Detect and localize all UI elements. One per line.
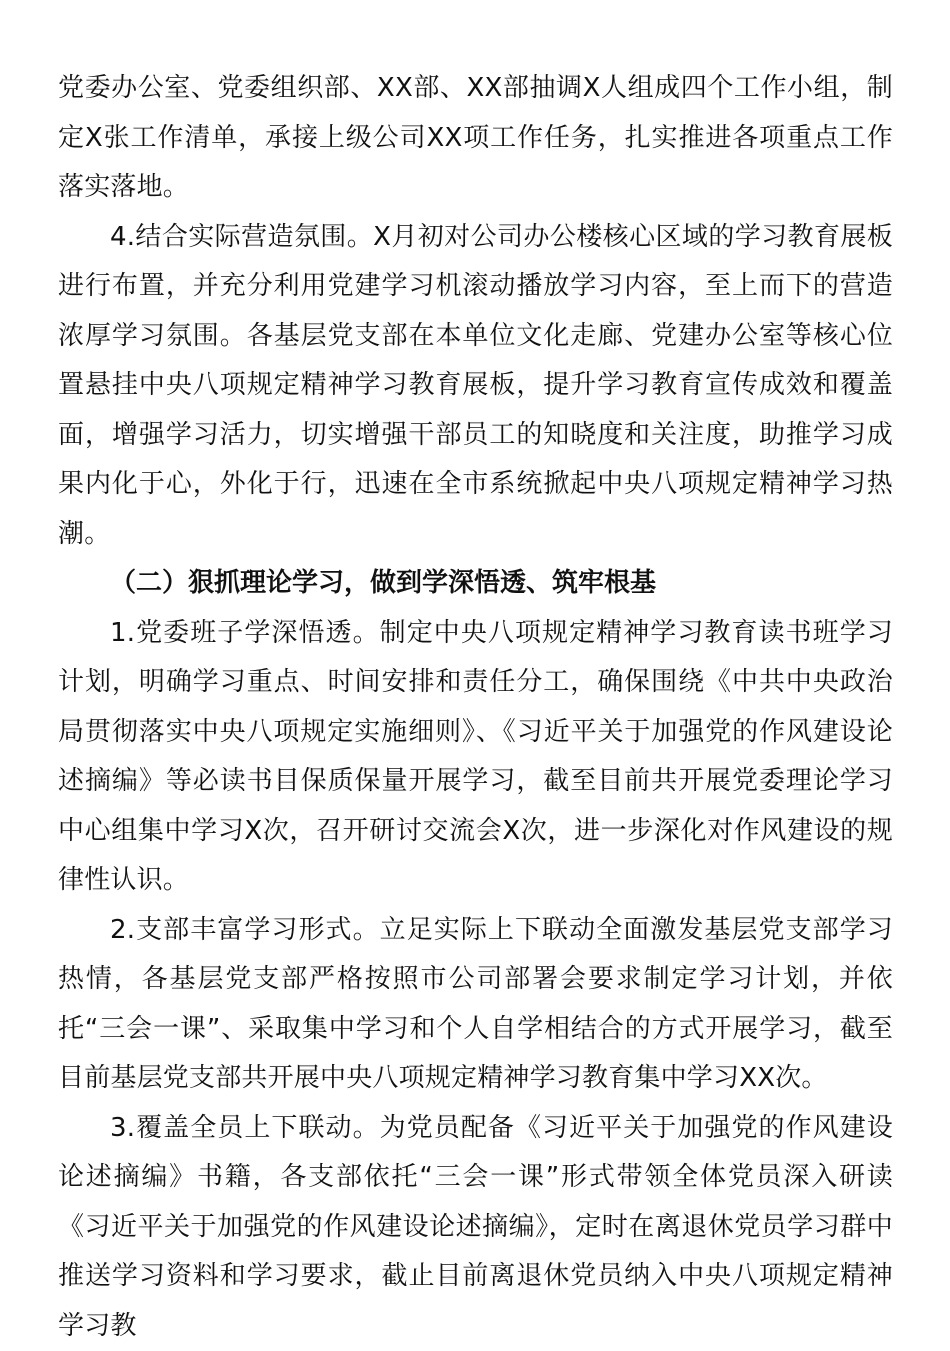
paragraph-item-2: 2.支部丰富学习形式。立足实际上下联动全面激发基层党支部学习热情，各基层党支部严格按照市公司部署会要求制定学习计划，并依托“三会一课”、采取集中学习和个人自学相结合的方式开展学习，截至目前基层党支部共开展中央八项规定精神学习教育集中学习XX次。 [58,906,893,1104]
section-heading: （二）狠抓理论学习，做到学深悟透、筑牢根基 [58,559,893,609]
paragraph-item-3: 3.覆盖全员上下联动。为党员配备《习近平关于加强党的作风建设论述摘编》书籍，各支部依托“三会一课”形式带领全体党员深入研读《习近平关于加强党的作风建设论述摘编》，定时在离退休党员学习群中推送学习资料和学习要求，截止目前离退休党员纳入中央八项规定精神学习教 [58,1104,893,1351]
document-page [58,64,893,1351]
paragraph-item-4: 4.结合实际营造氛围。X月初对公司办公楼核心区域的学习教育展板进行布置，并充分利用党建学习机滚动播放学习内容，至上而下的营造浓厚学习氛围。各基层党支部在本单位文化走廊、党建办公室等核心位置悬挂中央八项规定精神学习教育展板，提升学习教育宣传成效和覆盖面，增强学习活力，切实增强干部员工的知晓度和关注度，助推学习成果内化于心，外化于行，迅速在全市系统掀起中央八项规定精神学习热潮。 [58,213,893,560]
paragraph-item-1: 1.党委班子学深悟透。制定中央八项规定精神学习教育读书班学习计划，明确学习重点、时间安排和责任分工，确保围绕《中共中央政治局贯彻落实中央八项规定实施细则》、《习近平关于加强党的作风建设论述摘编》等必读书目保质保量开展学习，截至目前共开展党委理论学习中心组集中学习X次，召开研讨交流会X次，进一步深化对作风建设的规律性认识。 [58,609,893,906]
paragraph-continuation: 党委办公室、党委组织部、XX部、XX部抽调X人组成四个工作小组，制定X张工作清单，承接上级公司XX项工作任务，扎实推进各项重点工作落实落地。 [58,64,893,213]
